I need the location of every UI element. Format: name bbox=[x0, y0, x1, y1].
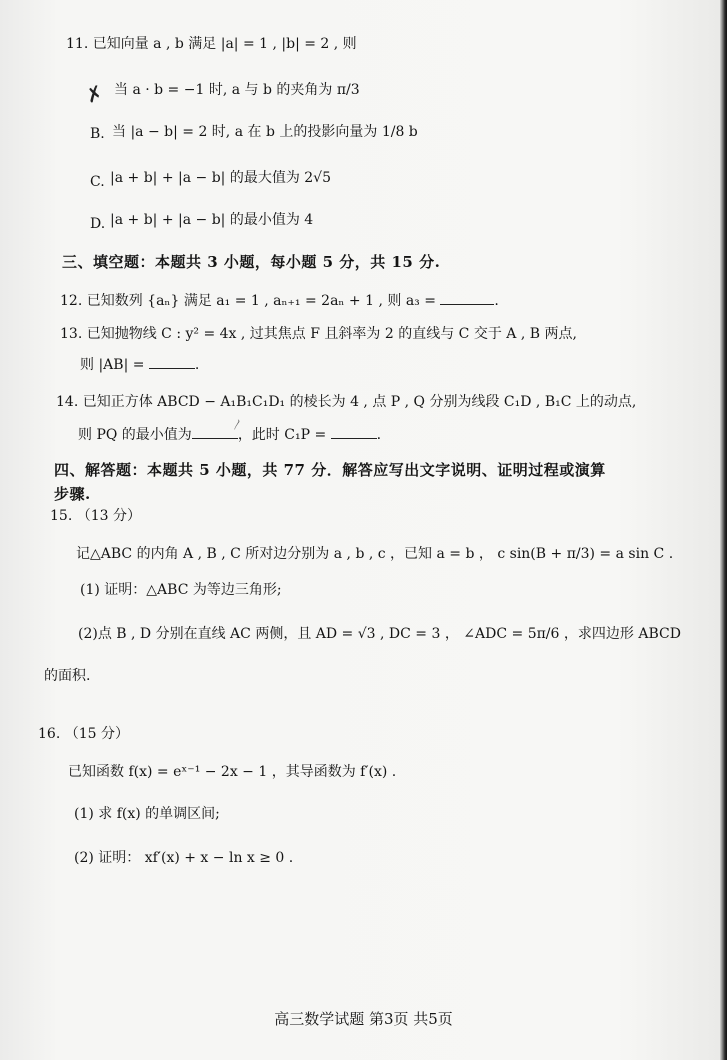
q14-line2-text-b: ，此时 C₁P = bbox=[237, 427, 331, 443]
q11-option-b: 当 |a − b| = 2 时, a 在 b 上的投影向量为 1/8 b bbox=[112, 124, 418, 140]
q13-answer-blank bbox=[149, 354, 195, 369]
section3-heading: 三、填空题：本题共 3 小题，每小题 5 分，共 15 分. bbox=[62, 253, 441, 271]
q14-answer-blank-1 bbox=[192, 424, 238, 439]
section4-heading-line1: 四、解答题：本题共 5 小题，共 77 分．解答应写出文字说明、证明过程或演算 bbox=[54, 461, 606, 479]
q15-part2-line2: 的面积. bbox=[44, 668, 91, 684]
q15-part2-line1: (2)点 B , D 分别在直线 AC 两侧，且 AD = √3 , DC = 3 ， ∠ADC = 5π/6 ，求四边形 ABCD bbox=[78, 626, 681, 642]
q15-part1: (1) 证明：△ABC 为等边三角形; bbox=[80, 582, 282, 598]
q11-option-a: 当 a · b = −1 时, a 与 b 的夹角为 π/3 bbox=[114, 82, 360, 98]
q14-end: . bbox=[376, 427, 382, 443]
pencil-scribble-icon: 〳 bbox=[232, 418, 243, 431]
q11-option-d-mark: D. bbox=[90, 216, 106, 232]
q14-line1: 14. 已知正方体 ABCD − A₁B₁C₁D₁ 的棱长为 4 , 点 P , Q 分别为线段 C₁D , B₁C 上的动点, bbox=[56, 394, 637, 410]
q16-number: 16. （15 分） bbox=[38, 726, 129, 742]
q11-option-d: |a + b| + |a − b| 的最小值为 4 bbox=[110, 212, 314, 228]
q12-answer-blank bbox=[440, 290, 494, 305]
section4-heading-line2: 步骤. bbox=[54, 485, 91, 503]
q14-answer-blank-2 bbox=[331, 424, 377, 439]
q16-stem: 已知函数 f(x) = eˣ⁻¹ − 2x − 1 ，其导函数为 f′(x) . bbox=[68, 764, 397, 780]
q11-stem: 11. 已知向量 a , b 满足 |a| = 1 , |b| = 2 , 则 bbox=[66, 36, 357, 52]
q14-line2 bbox=[78, 424, 381, 445]
strike-mark-icon: ✗ bbox=[82, 79, 107, 109]
q13-line1: 13. 已知抛物线 C : y² = 4x , 过其焦点 F 且斜率为 2 的直线与 C 交于 A , B 两点, bbox=[60, 326, 577, 342]
q13-line2 bbox=[80, 354, 199, 375]
q11-option-c: |a + b| + |a − b| 的最大值为 2√5 bbox=[110, 170, 332, 186]
q11-option-b-mark: B. bbox=[90, 126, 105, 142]
q13-line2-text: 则 |AB| = bbox=[80, 357, 149, 373]
page-edge-shadow bbox=[720, 0, 727, 1060]
q16-part2: (2) 证明： xf′(x) + x − ln x ≥ 0 . bbox=[74, 850, 294, 866]
q14-line2-text-a: 则 PQ 的最小值为 bbox=[78, 427, 192, 443]
q13-end: . bbox=[194, 357, 200, 373]
q11-option-c-mark: C. bbox=[90, 174, 105, 190]
q12-end: . bbox=[494, 293, 499, 309]
q16-part1: (1) 求 f(x) 的单调区间; bbox=[74, 806, 220, 822]
q12-text: 12. 已知数列 {aₙ} 满足 a₁ = 1 , aₙ₊₁ = 2aₙ + 1 , 则 a₃ = bbox=[60, 293, 441, 309]
q12-line bbox=[60, 290, 499, 311]
q15-number: 15. （13 分） bbox=[50, 508, 141, 524]
q15-stem: 记△ABC 的内角 A , B , C 所对边分别为 a , b , c ，已知 a = b ， c sin(B + π/3) = a sin C . bbox=[76, 546, 674, 562]
page-footer: 高三数学试题 第3页 共5页 bbox=[274, 1010, 453, 1028]
